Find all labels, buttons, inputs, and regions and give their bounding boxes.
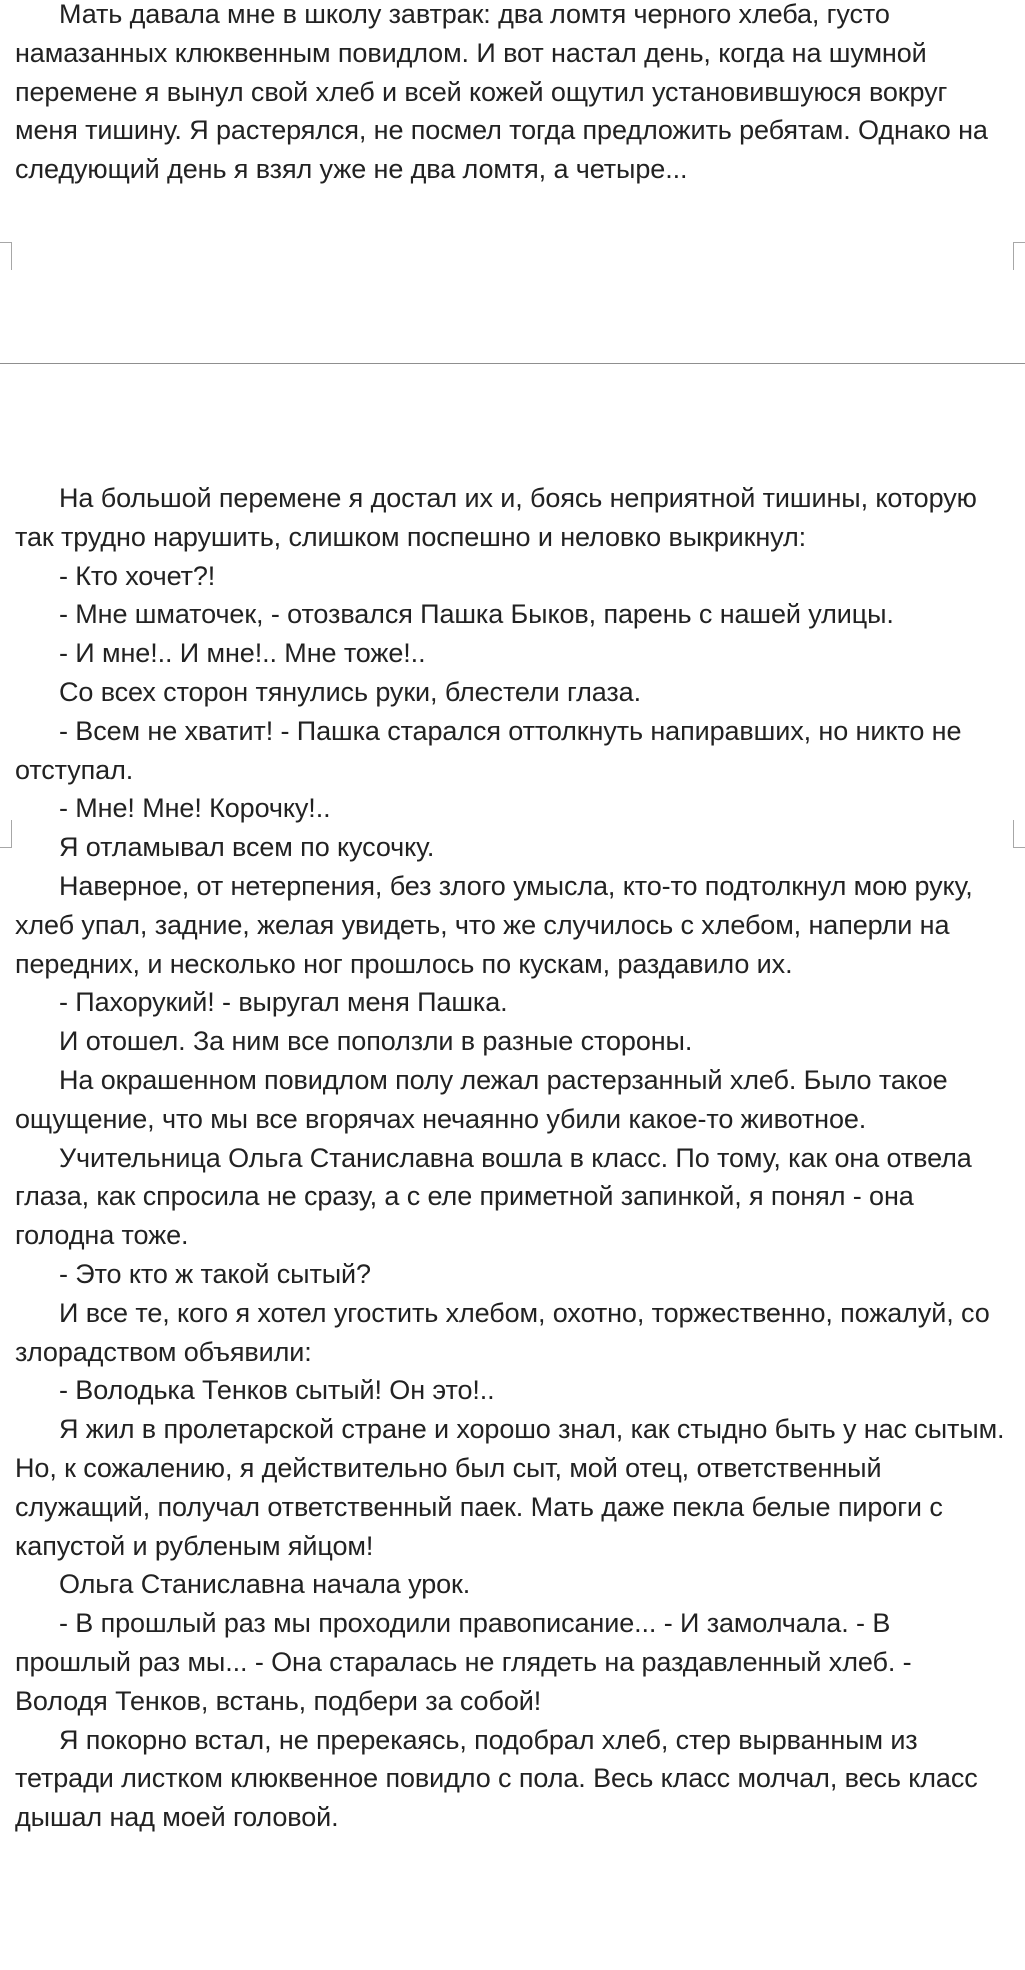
paragraph: И все те, кого я хотел угостить хлебом, охотно, торжественно, пожалуй, со злорадством объявили: (15, 1297, 990, 1367)
document-page-bottom (0, 365, 1025, 1970)
paragraph: Со всех сторон тянулись руки, блестели глаза. (59, 676, 641, 707)
paragraph: - В прошлый раз мы проходили правописание... - И замолчала. - В прошлый раз мы... - Она старалась не глядеть на раздавленный хлеб. - Володя Тенков, встань, подбери за собой! (15, 1608, 912, 1716)
paragraph: Я отламывал всем по кусочку. (59, 832, 435, 863)
page-margin-mark-right (1013, 820, 1025, 848)
paragraph: - И мне!.. И мне!.. Мне тоже!.. (59, 638, 426, 669)
paragraph: Наверное, от нетерпения, без злого умысла, кто-то подтолкнул мою руку, хлеб упал, задние, желая увидеть, что же случилось с хлебом, наперли на передних, и несколько ног прошлось по кускам, раздавило их. (15, 870, 973, 979)
paragraph: - Пахорукий! - выругал меня Пашка. (59, 987, 508, 1018)
page-break-line (0, 363, 1025, 364)
page-margin-mark-left (0, 242, 12, 270)
paragraph: На окрашенном повидлом полу лежал растерзанный хлеб. Было такое ощущение, что мы все вгорячах нечаянно убили какое-то животное. (15, 1064, 948, 1134)
paragraph: - Это кто ж такой сытый? (59, 1258, 371, 1289)
page-bottom-text (15, 479, 1010, 1837)
paragraph: И отошел. За ним все поползли в разные стороны. (59, 1026, 693, 1057)
paragraph: - Всем не хватит! - Пашка старался оттолкнуть напиравших, но никто не отступал. (15, 715, 962, 785)
paragraph: - Мне! Мне! Корочку!.. (59, 793, 331, 824)
paragraph: Я жил в пролетарской стране и хорошо знал, как стыдно быть у нас сытым. Но, к сожалению, я действительно был сыт, мой отец, ответственный служащий, получал ответственный паек. Мать даже пекла белые пироги с капустой и рубленым яйцом! (15, 1414, 1005, 1561)
paragraph: Мать давала мне в школу завтрак: два ломтя черного хлеба, густо намазанных клюквенным повидлом. И вот настал день, когда на шумной перемене я вынул свой хлеб и всей кожей ощутил установившуюся вокруг меня тишину. Я растерялся, не посмел тогда предложить ребятам. Однако на следующий день я взял уже не два ломтя, а четыре... (15, 0, 988, 185)
paragraph: - Володька Тенков сытый! Он это!.. (59, 1375, 495, 1406)
document-page-top (0, 0, 1025, 365)
paragraph: - Мне шматочек, - отозвался Пашка Быков, парень с нашей улицы. (59, 599, 894, 630)
paragraph: Ольга Станиславна начала урок. (59, 1569, 471, 1600)
paragraph: - Кто хочет?! (59, 560, 216, 591)
paragraph: На большой перемене я достал их и, боясь неприятной тишины, которую так трудно нарушить, слишком поспешно и неловко выкрикнул: (15, 483, 977, 552)
page-margin-mark-right (1013, 242, 1025, 270)
page-top-text (15, 0, 1010, 189)
page-margin-mark-left (0, 820, 12, 848)
paragraph: Я покорно встал, не пререкаясь, подобрал хлеб, стер вырванным из тетради листком клюквенное повидло с пола. Весь класс молчал, весь класс дышал над моей головой. (15, 1724, 978, 1833)
paragraph: Учительница Ольга Станиславна вошла в класс. По тому, как она отвела глаза, как спросила не сразу, а с еле приметной запинкой, я понял - она голодна тоже. (15, 1142, 972, 1251)
